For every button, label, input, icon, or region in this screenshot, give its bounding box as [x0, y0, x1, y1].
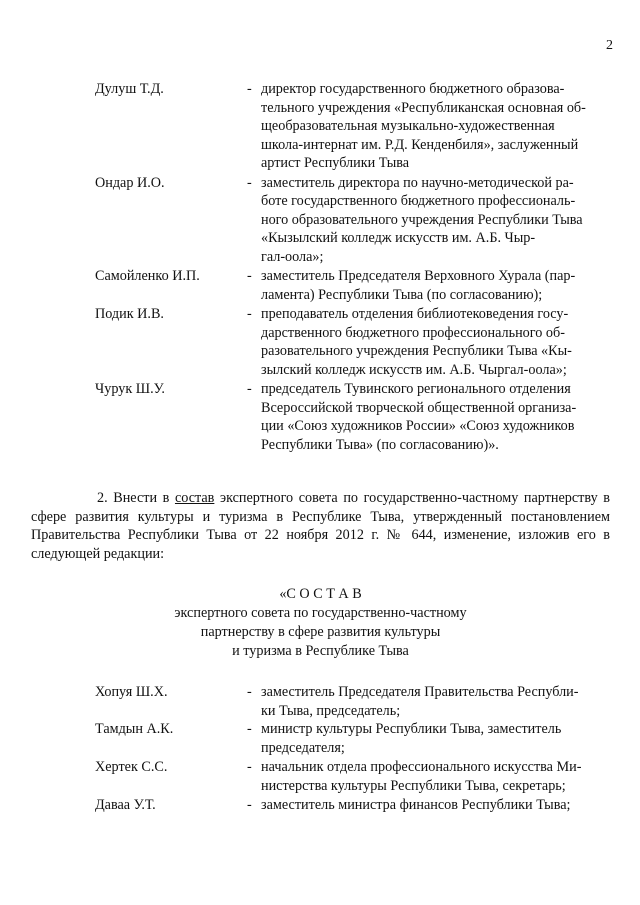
heading-line-2: партнерству в сфере развития культуры	[200, 624, 441, 640]
member-row	[95, 80, 610, 173]
amendment-paragraph	[31, 489, 610, 563]
member-name: Чурук Ш.У.	[95, 381, 165, 397]
description-line: «Кызылский колледж искусств им. А.Б. Чыр-	[261, 230, 536, 246]
description-line: ции «Союз художников России» «Союз художников	[261, 418, 575, 434]
member-row	[95, 758, 610, 795]
description-line: преподаватель отделения библиотековедения госу-	[261, 306, 569, 322]
member-row	[95, 380, 610, 454]
description-line: ки Тыва, председатель;	[261, 702, 401, 719]
member-dash: -	[247, 381, 252, 397]
description-line: гал-оола»;	[261, 248, 324, 265]
member-dash: -	[247, 721, 252, 737]
description-line: начальник отдела профессионального искусства Ми-	[261, 759, 582, 775]
heading-title: «С О С Т А В	[279, 586, 362, 602]
member-name: Хертек С.С.	[95, 759, 168, 775]
member-description	[261, 380, 610, 454]
page-number: 2	[606, 38, 613, 53]
heading-line-1: экспертного совета по государственно-частному	[174, 605, 467, 621]
description-line: нистерства культуры Республики Тыва, секретарь;	[261, 777, 566, 794]
member-row	[95, 174, 610, 267]
member-name: Тамдын А.К.	[95, 721, 174, 737]
description-line: артист Республики Тыва	[261, 155, 410, 171]
description-line: Всероссийской творческой общественной организа-	[261, 399, 577, 416]
member-dash: -	[247, 306, 252, 322]
member-description	[261, 80, 610, 173]
members-list-top	[95, 80, 610, 454]
members-list-bottom	[95, 683, 610, 815]
composition-heading	[31, 585, 610, 661]
member-description	[261, 758, 610, 795]
member-dash: -	[247, 684, 252, 700]
member-dash: -	[247, 797, 252, 813]
description-line: разовательного учреждения Республики Тыва «Кы-	[261, 343, 572, 359]
description-line: Республики Тыва» (по согласованию)».	[261, 436, 499, 453]
member-dash: -	[247, 81, 252, 97]
description-line: ного образовательного учреждения Республики Тыва	[261, 211, 583, 228]
description-line: заместитель министра финансов Республики Тыва;	[261, 797, 571, 813]
member-row	[95, 720, 610, 757]
paragraph-underlined-word: состав	[174, 490, 215, 506]
description-line: ламента) Республики Тыва (по согласованию);	[261, 286, 543, 303]
member-description	[261, 174, 610, 267]
member-description	[261, 267, 610, 304]
member-description	[261, 683, 610, 720]
description-line: школа-интернат им. Р.Д. Кенденбиля», заслуженный	[261, 136, 579, 153]
member-name: Ондар И.О.	[95, 174, 165, 191]
member-row	[95, 683, 610, 720]
heading-line-3: и туризма в Республике Тыва	[232, 643, 409, 659]
member-description	[261, 305, 610, 379]
member-name: Самойленко И.П.	[95, 268, 200, 284]
member-description	[261, 796, 610, 815]
description-line: заместитель Председателя Правительства Республи-	[261, 684, 579, 700]
member-name: Дулуш Т.Д.	[95, 81, 164, 97]
description-line: заместитель Председателя Верховного Хурала (пар-	[261, 268, 576, 284]
description-line: председателя;	[261, 739, 345, 756]
member-dash: -	[247, 268, 252, 284]
member-name: Хопуя Ш.Х.	[95, 684, 168, 700]
member-name: Подик И.В.	[95, 306, 164, 322]
description-line: заместитель директора по научно-методической ра-	[261, 174, 574, 191]
paragraph-rest: экспертного совета по государственно-частному партнерству в сфере развития культуры и туризма в Республике Тыва, утвержденный постановлением Правительства Республики Тыва от 22 ноября 2012 г. № 644, изменение, изложив его в следующей редакции:	[31, 490, 610, 562]
paragraph-lead: 2. Внести в	[97, 490, 175, 506]
member-name: Даваа У.Т.	[95, 797, 156, 813]
member-dash: -	[247, 174, 252, 191]
member-row	[95, 267, 610, 304]
description-line: дарственного бюджетного профессионального об-	[261, 324, 565, 341]
description-line: зылский колледж искусств им. А.Б. Чыргал-оола»;	[261, 361, 567, 378]
description-line: министр культуры Республики Тыва, заместитель	[261, 721, 562, 737]
member-description	[261, 720, 610, 757]
member-dash: -	[247, 759, 252, 775]
description-line: директор государственного бюджетного образова-	[261, 81, 565, 97]
description-line: председатель Тувинского регионального отделения	[261, 381, 571, 397]
description-line: тельного учреждения «Республиканская основная об-	[261, 99, 586, 116]
member-row	[95, 796, 610, 815]
description-line: боте государственного бюджетного профессиональ-	[261, 193, 576, 209]
member-row	[95, 305, 610, 379]
description-line: щеобразовательная музыкально-художественная	[261, 118, 555, 134]
